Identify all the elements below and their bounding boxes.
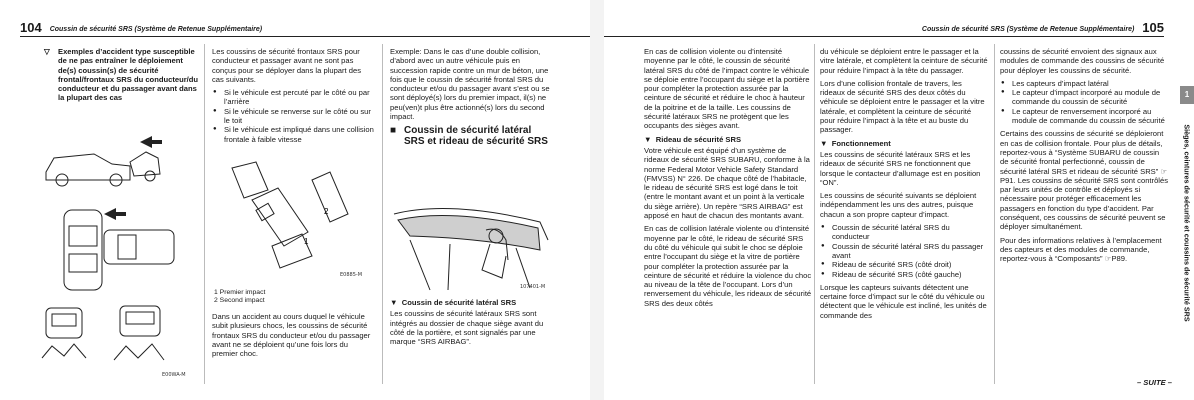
side-airbag-section-heading bbox=[390, 125, 552, 147]
right-page-number: 105 bbox=[1142, 20, 1164, 35]
list-item: ● Les capteurs d’impact latéral bbox=[1000, 79, 1168, 88]
section-title: Coussin de sécurité latéral SRS et rideau de sécurité SRS bbox=[404, 125, 548, 148]
sub-title: Fonctionnement bbox=[831, 138, 891, 148]
operation-subheading bbox=[820, 139, 988, 148]
right-col-3 bbox=[1000, 47, 1168, 268]
independent-deploy-paragraph: Les coussins de sécurité suivants se déploient indépendamment les uns des autres, puisque chacun a son propre capteur d’impact. bbox=[820, 191, 977, 219]
curtain-airbag-description: Votre véhicule est équipé d’un système de rideaux de sécurité SRS SUBARU, conforme à la norme Federal Motor Vehicle Safety Standard (FMVSS) N° 226. De chaque côté de l’habitacle, le rideau de sécurité SRS est logé dans le toit (entre le montant avant et un point à la verticale du siège arrière). Un repère “SRS AIRBAG” est apposé en haut de chacun des montants avant. bbox=[644, 145, 810, 221]
curtain-airbag-subheading bbox=[644, 135, 812, 144]
left-page bbox=[0, 0, 590, 400]
left-col-2 bbox=[212, 47, 374, 148]
frontal-deploy-paragraph: Certains des coussins de sécurité se déploieront en cas de collision frontale. Pour plus de détails, reportez-vous à “Système SUBARU de coussin de sécurité frontal perfectionné, coussin de sécurité latéral SRS et rideau de sécurité SRS” ☞P91. Les coussins de sécurité SRS sont contrôlés par leurs unités de contrôle et déployés si nécessaire pour protéger efficacement les passagers en fonction du type d’accident. Par conséquent, ces coussins de sécurité peuvent se déployer simultanément. bbox=[1000, 129, 1168, 232]
left-page-number: 104 bbox=[20, 20, 42, 35]
right-col-divider-2 bbox=[994, 44, 995, 384]
list-item: ● Rideau de sécurité SRS (côté droit) bbox=[820, 260, 988, 269]
airbag-list bbox=[820, 223, 988, 279]
sub-title: Coussin de sécurité latéral SRS bbox=[401, 298, 517, 307]
non-deploy-cases-list bbox=[212, 88, 374, 144]
impact-label-1: 1 bbox=[304, 237, 309, 246]
impact-arrow-2 bbox=[104, 208, 126, 220]
chapter-side-title-text: Sièges, ceintures de sécurité et coussins de sécurité SRS bbox=[1182, 124, 1192, 322]
figure-code-1: E00WA-M bbox=[162, 372, 186, 378]
impact-label-2: 2 bbox=[324, 207, 329, 216]
legend-first-impact: 1 Premier impact bbox=[214, 289, 266, 296]
left-col-divider-2 bbox=[382, 44, 383, 384]
accident-type-illustration bbox=[34, 130, 188, 370]
curtain-airbag-deployment: En cas de collision latérale violente ou d’intensité moyenne par le côté, le rideau de sécurité SRS du côté du véhicule qui subit le choc se déploie entre l’occupant du siège et la vitre de portière pour compléter la protection assurée par la ceinture de sécurité et réduire la violence du choc au niveau de la tête de l’occupant. Lors d’un renversement du véhicule, les rideaux de sécurité SRS des deux côtés bbox=[644, 224, 812, 308]
continued-footer: – SUITE – bbox=[1136, 378, 1172, 387]
sub-title: Rideau de sécurité SRS bbox=[655, 134, 742, 144]
left-col-1 bbox=[44, 47, 200, 109]
chapter-tab[interactable]: 1 bbox=[1180, 86, 1194, 104]
ignition-paragraph: Les coussins de sécurité latéraux SRS et les rideaux de sécurité SRS ne fonctionnent que lorsque le contacteur d’allumage est en position “ON”. bbox=[820, 149, 981, 187]
figure-legend bbox=[214, 289, 374, 305]
side-airbag-description: Les coussins de sécurité latéraux SRS sont intégrés au dossier de chaque siège avant du côté de la portière, et sont signalés par une marque “SRS AIRBAG”. bbox=[390, 309, 544, 347]
left-header-title: Coussin de sécurité SRS (Système de Retenue Supplémentaire) bbox=[49, 26, 263, 33]
left-col-3-bottom bbox=[390, 298, 552, 350]
side-curtain-airbag-illustration bbox=[390, 200, 556, 294]
left-header-rule bbox=[20, 36, 590, 37]
rollover-paragraph: du véhicule se déploient entre le passager et la vitre latérale, et complètent la ceinture de sécurité pour réduire l’impact à la tête du passager. bbox=[820, 47, 988, 75]
right-page bbox=[604, 0, 1194, 400]
multiple-impact-paragraph: Dans un accident au cours duquel le véhicule subit plusieurs chocs, les coussins de sécurité frontaux SRS du conducteur et/ou du passager avant ne se déploient qu’une fois lors du premier choc. bbox=[212, 312, 371, 359]
list-item: ● Coussin de sécurité latéral SRS du passager avant bbox=[820, 242, 988, 261]
sensor-detection-paragraph: Lorsque les capteurs suivants détectent une certaine force d’impact sur le côté du véhicule ou détectent que le véhicule est incliné, les unités de commande des bbox=[820, 282, 987, 320]
right-header-rule bbox=[604, 36, 1164, 37]
left-col-2-bottom bbox=[212, 312, 374, 362]
side-airbag-function-paragraph: En cas de collision violente ou d’intensité moyenne par le côté, le coussin de sécurité latéral SRS du côté de l’impact contre le véhicule se déploie entre l’occupant du siège et la portière pour compléter la protection assurée par la ceinture de sécurité et réduire le choc à hauteur de la poitrine et de la taille. Les coussins de sécurité latéraux SRS ne protègent que les occupants des sièges avant. bbox=[644, 47, 810, 131]
list-item: ● Rideau de sécurité SRS (côté gauche) bbox=[820, 270, 988, 279]
heading-text: Exemples d’accident type susceptible de ne pas entraîner le déploiement de(s) coussin(s) de sécurité frontal/frontaux SRS du conducteur/du conducteur et du passager avant dans la plupart des cas bbox=[58, 47, 199, 103]
impact-arrow-1 bbox=[140, 136, 162, 148]
list-item: ● Si le véhicule est impliqué dans une collision frontale à faible vitesse bbox=[212, 125, 374, 144]
list-item: ● Si le véhicule se renverse sur le côté ou sur le toit bbox=[212, 107, 374, 126]
figure-code-2: E0885-M bbox=[340, 272, 363, 278]
right-header-title: Coussin de sécurité SRS (Système de Retenue Supplémentaire) bbox=[921, 26, 1135, 33]
sub-marker: ▼ bbox=[644, 134, 652, 144]
sub-marker: ▼ bbox=[820, 138, 828, 148]
sensor-list bbox=[1000, 79, 1168, 125]
binding-gutter bbox=[590, 0, 604, 400]
oblique-collision-paragraph: Lors d’une collision frontale de travers, les rideaux de sécurité SRS des deux côtés du véhicule se déploient entre le passager et la vitre latérale, et complètent la ceinture de sécurité pour réduire l’impact à la tête et au buste du passager. bbox=[820, 78, 985, 135]
side-airbag-subheading bbox=[390, 298, 552, 307]
frontal-airbag-intro: Les coussins de sécurité frontaux SRS pour conducteur et passager avant ne sont pas conçus pour se déployer dans la plupart des cas suivants. bbox=[212, 47, 362, 84]
left-header bbox=[20, 18, 262, 34]
list-item: ● Le capteur d’impact incorporé au module de commande du coussin de sécurité bbox=[1000, 88, 1168, 107]
right-header bbox=[922, 18, 1164, 34]
right-col-2 bbox=[820, 47, 988, 324]
left-col-divider-1 bbox=[204, 44, 205, 384]
heading-marker: ▽ bbox=[44, 47, 50, 56]
figure-code-3: 107401-M bbox=[520, 284, 546, 290]
chapter-side-title bbox=[1180, 108, 1194, 338]
sub-marker: ▼ bbox=[390, 298, 398, 307]
double-collision-illustration bbox=[212, 160, 374, 282]
right-col-1 bbox=[644, 47, 812, 312]
list-item: ● Coussin de sécurité latéral SRS du conducteur bbox=[820, 223, 988, 242]
list-item: ● Le capteur de renversement incorporé au module de commande du coussin de sécurité bbox=[1000, 107, 1168, 126]
section-marker: ■ bbox=[390, 125, 397, 137]
right-col-divider-1 bbox=[814, 44, 815, 384]
component-reference-paragraph: Pour des informations relatives à l’emplacement des capteurs et des modules de commande, reportez-vous à “Composants” ☞P89. bbox=[1000, 235, 1162, 264]
left-col-3 bbox=[390, 47, 552, 153]
double-collision-example: Exemple: Dans le cas d’une double collision, d’abord avec un autre véhicule puis en succession rapide contre un mur de béton, une fois que le coussin de sécurité frontal SRS du conducteur et/ou du passager avant s’est ou se sont déployé(s) lors du premier impact, il(s) ne peu(ven)t plus être actionné(s) lors du second impact. bbox=[390, 47, 550, 122]
legend-second-impact: 2 Second impact bbox=[214, 297, 265, 304]
accident-examples-heading bbox=[44, 47, 200, 103]
control-signal-paragraph: coussins de sécurité envoient des signaux aux modules de commande des coussins de sécurité pour déployer les coussins de sécurité. bbox=[1000, 47, 1165, 75]
list-item: ● Si le véhicule est percuté par le côté ou par l’arrière bbox=[212, 88, 374, 107]
